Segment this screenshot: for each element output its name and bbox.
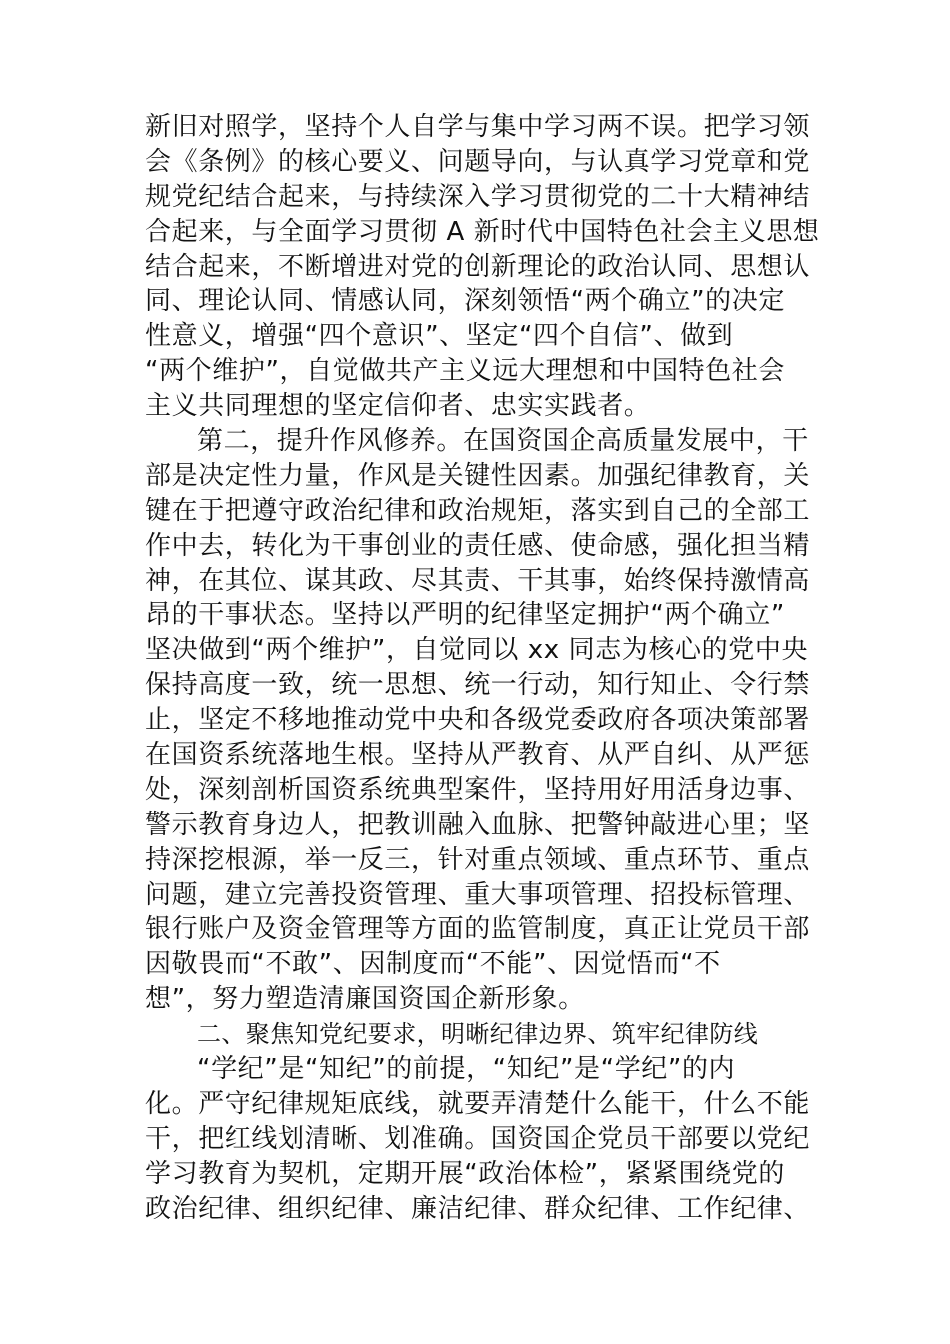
text-line: 警示教育身边人，把教训融入血脉、把警钟敲进心里；坚 [145,809,811,840]
text-line: 想”，努力塑造清廉国资国企新形象。 [145,984,585,1015]
text-line: 持深挖根源，举一反三，针对重点领域、重点环节、重点 [145,844,811,875]
text-line: 作中去，转化为干事创业的责任感、使命感，强化担当精 [145,530,811,561]
text-line: 问题，建立完善投资管理、重大事项管理、招投标管理、 [145,879,811,910]
section-heading: 二、聚焦知党纪要求，明晰纪律边界、筑牢纪律防线 [197,1020,759,1049]
text-line: 合起来，与全面学习贯彻 A 新时代中国特色社会主义思想 [145,216,820,247]
text-line: 同、理论认同、情感认同，深刻领悟“两个确立”的决定 [145,286,785,317]
text-line: 神，在其位、谋其政、尽其责、干其事，始终保持激情高 [145,565,811,596]
text-line: 政治纪律、组织纪律、廉洁纪律、群众纪律、工作纪律、 [145,1193,811,1224]
text-line: “两个维护”，自觉做共产主义远大理想和中国特色社会 [145,356,785,387]
text-line: 结合起来，不断增进对党的创新理论的政治认同、思想认 [145,251,811,282]
document-body [145,110,820,1227]
text-line: 止，坚定不移地推动党中央和各级党委政府各项决策部署 [145,705,811,736]
text-line: 处，深刻剖析国资系统典型案件，坚持用好用活身边事、 [145,774,811,805]
paragraph-start-line: 第二，提升作风修养。在国资国企高质量发展中，干 [197,426,809,457]
text-line: 会《条例》的核心要义、问题导向，与认真学习党章和党 [145,146,811,177]
text-line: 干，把红线划清晰、划准确。国资国企党员干部要以党纪 [145,1123,811,1154]
text-line: 保持高度一致，统一思想、统一行动，知行知止、令行禁 [145,670,811,701]
paragraph-start-line: “学纪”是“知纪”的前提，“知纪”是“学纪”的内 [197,1054,736,1085]
text-line: 在国资系统落地生根。坚持从严教育、从严自纠、从严惩 [145,740,811,771]
text-line: 键在于把遵守政治纪律和政治规矩，落实到自己的全部工 [145,495,811,526]
text-line: 昂的干事状态。坚持以严明的纪律坚定拥护“两个确立” [145,600,785,631]
text-line: 性意义，增强“四个意识”、坚定“四个自信”、做到 [145,321,734,352]
text-line: 规党纪结合起来，与持续深入学习贯彻党的二十大精神结 [145,181,811,212]
text-line: 坚决做到“两个维护”，自觉同以 xx 同志为核心的党中央 [145,635,809,666]
text-line: 新旧对照学，坚持个人自学与集中学习两不误。把学习领 [145,112,811,142]
text-line: 主义共同理想的坚定信仰者、忠实实践者。 [145,391,651,422]
text-line: 学习教育为契机，定期开展“政治体检”，紧紧围绕党的 [145,1158,785,1189]
text-line: 银行账户及资金管理等方面的监管制度，真正让党员干部 [145,914,811,945]
text-line: 化。严守纪律规矩底线，就要弄清楚什么能干，什么不能 [145,1088,811,1119]
text-line: 因敬畏而“不敢”、因制度而“不能”、因觉悟而“不 [145,949,721,980]
text-line: 部是决定性力量，作风是关键性因素。加强纪律教育，关 [145,460,811,491]
